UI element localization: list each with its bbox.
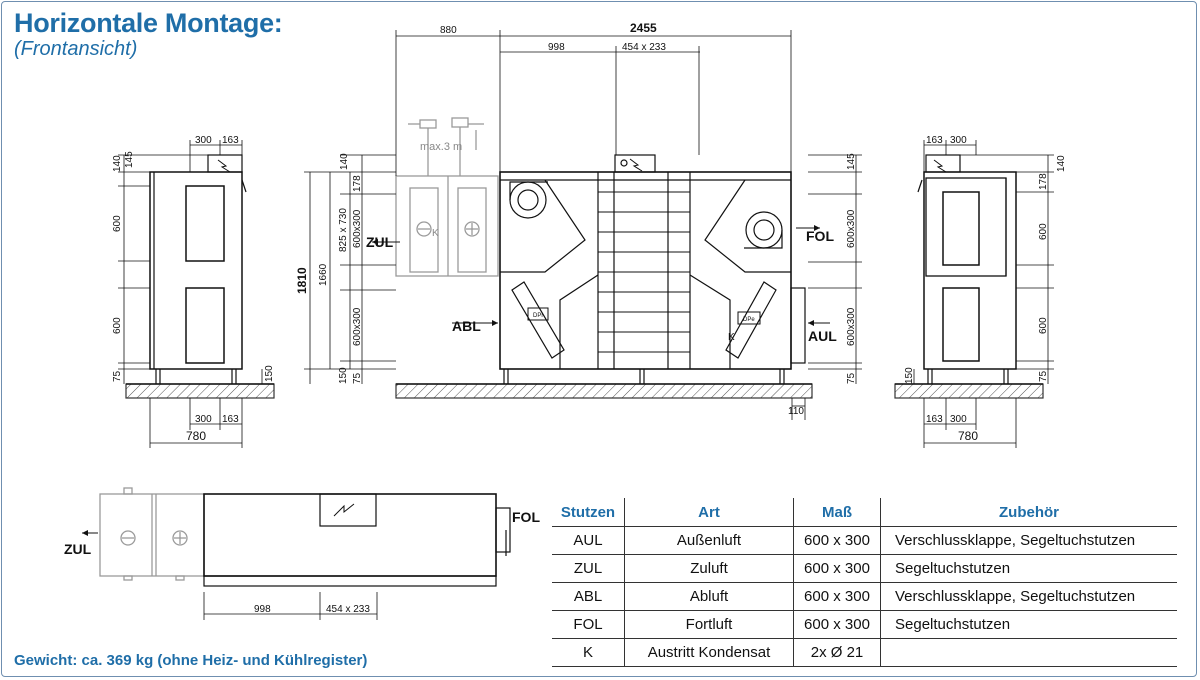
table-cell-art: Abluft bbox=[625, 583, 794, 611]
zul-label-front: ZUL bbox=[366, 234, 394, 250]
table-cell-art: Außenluft bbox=[625, 527, 794, 555]
dim-600x300-aul: 600x300 bbox=[846, 307, 857, 346]
dim-998-front: 998 bbox=[548, 42, 565, 53]
right-side-view bbox=[895, 140, 1054, 448]
dim-600-left-top: 600 bbox=[112, 215, 123, 232]
table-header-row bbox=[552, 498, 1177, 527]
dim-178-right: 178 bbox=[1038, 173, 1049, 190]
abl-label-front: ABL bbox=[452, 318, 481, 334]
table-cell-stutzen: FOL bbox=[552, 611, 625, 639]
zul-label-top: ZUL bbox=[64, 541, 92, 557]
dim-600-left-bottom: 600 bbox=[112, 317, 123, 334]
k-label-ghost: K bbox=[432, 228, 439, 239]
max-length-label: max.3 m bbox=[420, 141, 463, 153]
dim-75-right: 75 bbox=[1038, 370, 1049, 382]
dim-600-right-bottom: 600 bbox=[1038, 317, 1049, 334]
dim-163-right-top: 163 bbox=[926, 135, 943, 146]
dim-140-right: 140 bbox=[1056, 155, 1067, 172]
table-header-zubehoer: Zubehör bbox=[881, 498, 1178, 527]
dpe-label: DPe bbox=[743, 317, 755, 323]
table-cell-mass: 600 x 300 bbox=[794, 555, 881, 583]
table-cell-stutzen: K bbox=[552, 639, 625, 667]
top-view-labels bbox=[64, 509, 540, 615]
dim-454x233-top: 454 x 233 bbox=[326, 604, 370, 615]
dim-75-front: 75 bbox=[352, 372, 363, 384]
dim-600x300-fol: 600x300 bbox=[846, 209, 857, 248]
dim-825x730: 825 x 730 bbox=[338, 208, 349, 252]
table-cell-zubehoer: Verschlussklappe, Segeltuchstutzen bbox=[881, 527, 1178, 555]
dpi-label: DPi bbox=[533, 313, 543, 319]
table-cell-zubehoer bbox=[881, 639, 1178, 667]
dim-163-top: 163 bbox=[222, 135, 239, 146]
top-view bbox=[82, 488, 510, 620]
dim-300-right-bottom: 300 bbox=[950, 414, 967, 425]
fol-label-top: FOL bbox=[512, 509, 540, 525]
table-cell-art: Austritt Kondensat bbox=[625, 639, 794, 667]
dim-600-right-top: 600 bbox=[1038, 223, 1049, 240]
dim-1810: 1810 bbox=[295, 267, 309, 294]
dim-75-left: 75 bbox=[112, 370, 123, 382]
dim-780-right: 780 bbox=[958, 429, 979, 443]
dim-140-front: 140 bbox=[339, 153, 350, 170]
dim-2455: 2455 bbox=[630, 21, 657, 35]
table-header-art: Art bbox=[625, 498, 794, 527]
dim-1660: 1660 bbox=[318, 263, 329, 286]
table-row bbox=[552, 555, 1177, 583]
page-subtitle: (Frontansicht) bbox=[14, 38, 138, 60]
center-view-dims bbox=[295, 21, 857, 417]
dim-300-top: 300 bbox=[195, 135, 212, 146]
dim-300-right-top: 300 bbox=[950, 135, 967, 146]
dim-150-left: 150 bbox=[264, 365, 275, 382]
dim-163-right-bottom: 163 bbox=[926, 414, 943, 425]
dim-163-bottom: 163 bbox=[222, 414, 239, 425]
table-cell-zubehoer: Segeltuchstutzen bbox=[881, 555, 1178, 583]
table-header-stutzen: Stutzen bbox=[552, 498, 625, 527]
connection-table bbox=[552, 498, 1177, 667]
table-cell-zubehoer: Verschlussklappe, Segeltuchstutzen bbox=[881, 583, 1178, 611]
fol-label-front: FOL bbox=[806, 228, 834, 244]
center-front-view bbox=[304, 30, 862, 420]
table-cell-stutzen: ABL bbox=[552, 583, 625, 611]
table-cell-zubehoer: Segeltuchstutzen bbox=[881, 611, 1178, 639]
aul-label-front: AUL bbox=[808, 328, 837, 344]
dim-110: 110 bbox=[788, 406, 804, 417]
dim-178-front: 178 bbox=[352, 175, 363, 192]
table-row bbox=[552, 527, 1177, 555]
dim-145-left: 145 bbox=[124, 151, 135, 168]
table-cell-stutzen: AUL bbox=[552, 527, 625, 555]
dim-150-right: 150 bbox=[904, 367, 915, 384]
dim-780-left: 780 bbox=[186, 429, 207, 443]
table-row bbox=[552, 583, 1177, 611]
weight-note: Gewicht: ca. 369 kg (ohne Heiz- und Kühlregister) bbox=[14, 652, 368, 669]
dim-600x300-abl: 600x300 bbox=[352, 307, 363, 346]
table-cell-mass: 600 x 300 bbox=[794, 583, 881, 611]
table-header-mass: Maß bbox=[794, 498, 881, 527]
dim-145-front: 145 bbox=[846, 153, 857, 170]
dim-75-front-right: 75 bbox=[846, 372, 857, 384]
table-row bbox=[552, 611, 1177, 639]
dim-300-bottom: 300 bbox=[195, 414, 212, 425]
dim-880: 880 bbox=[440, 25, 457, 36]
dim-454x233-front: 454 x 233 bbox=[622, 42, 666, 53]
table-cell-stutzen: ZUL bbox=[552, 555, 625, 583]
k-label-front: K bbox=[728, 332, 735, 343]
table-cell-mass: 600 x 300 bbox=[794, 611, 881, 639]
dim-140-left: 140 bbox=[112, 155, 123, 172]
dim-998-top: 998 bbox=[254, 604, 271, 615]
table-cell-art: Zuluft bbox=[625, 555, 794, 583]
table-row bbox=[552, 639, 1177, 667]
dim-150-front: 150 bbox=[338, 367, 349, 384]
table-cell-mass: 600 x 300 bbox=[794, 527, 881, 555]
page-title: Horizontale Montage: bbox=[14, 8, 283, 38]
dim-600x300-zul: 600x300 bbox=[352, 209, 363, 248]
air-labels bbox=[366, 228, 837, 344]
table-cell-mass: 2x Ø 21 bbox=[794, 639, 881, 667]
table-cell-art: Fortluft bbox=[625, 611, 794, 639]
left-side-view bbox=[118, 140, 274, 448]
